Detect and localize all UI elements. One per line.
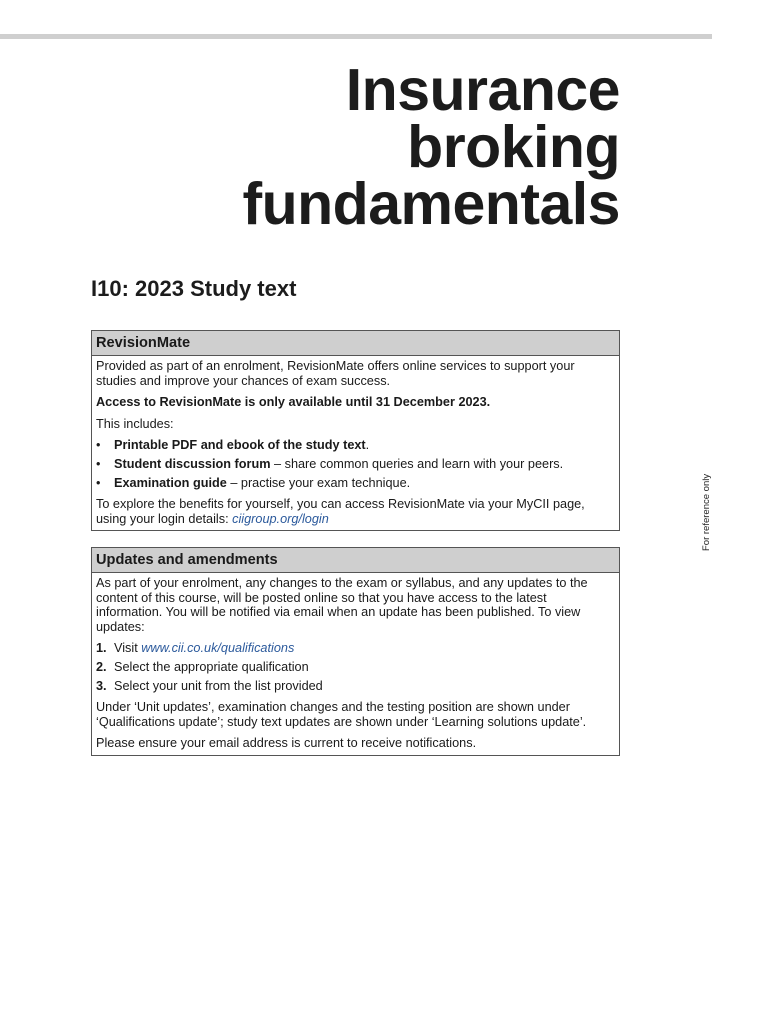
list-item bbox=[96, 457, 615, 472]
revisionmate-intro: Provided as part of an enrolment, RevisionMate offers online services to support your studies and improve your chances of exam success. bbox=[96, 359, 575, 388]
revisionmate-heading: RevisionMate bbox=[92, 331, 619, 356]
revisionmate-body bbox=[92, 356, 619, 530]
document-subtitle: I10: 2023 Study text bbox=[91, 276, 297, 301]
list-item bbox=[96, 679, 615, 694]
revisionmate-explore bbox=[96, 497, 615, 526]
list-item bbox=[96, 438, 615, 453]
list-item-bold: Examination guide bbox=[114, 475, 227, 490]
updates-box bbox=[91, 547, 620, 756]
step-number: 2. bbox=[96, 659, 107, 674]
document-title bbox=[242, 57, 620, 237]
qualifications-link[interactable]: www.cii.co.uk/qualifications bbox=[141, 641, 295, 656]
list-item bbox=[96, 641, 615, 656]
updates-closing: Please ensure your email address is current to receive notifications. bbox=[96, 736, 477, 751]
revisionmate-box bbox=[91, 330, 620, 531]
updates-heading: Updates and amendments bbox=[92, 548, 619, 573]
step-text: Visit bbox=[114, 641, 142, 656]
updates-body bbox=[92, 573, 619, 755]
list-item bbox=[96, 476, 615, 491]
list-item bbox=[96, 660, 615, 675]
side-note: For reference only bbox=[701, 473, 712, 551]
updates-note: Under ‘Unit updates’, examination changes and the testing position are shown under ‘Qualifications update’; study text updates are shown under ‘Learning solutions update’. bbox=[96, 700, 587, 729]
step-text: Select the appropriate qualification bbox=[114, 659, 309, 674]
step-number: 1. bbox=[96, 641, 107, 656]
step-number: 3. bbox=[96, 678, 107, 693]
list-item-bold: Printable PDF and ebook of the study text bbox=[114, 438, 366, 453]
list-item-bold: Student discussion forum bbox=[114, 456, 271, 471]
list-item-text: . bbox=[365, 438, 370, 453]
updates-intro: As part of your enrolment, any changes to the exam or syllabus, and any updates to the content of this course, will be posted online so that you have access to the latest information. You will be notified via email when an update has been published. To view updates: bbox=[96, 576, 588, 634]
revisionmate-includes: This includes: bbox=[96, 416, 174, 431]
revisionmate-access: Access to RevisionMate is only available until 31 December 2023. bbox=[96, 395, 491, 410]
title-line: fundamentals bbox=[242, 171, 620, 237]
revisionmate-list bbox=[96, 438, 615, 490]
updates-steps bbox=[96, 641, 615, 693]
login-link[interactable]: ciigroup.org/login bbox=[232, 511, 329, 526]
top-divider bbox=[0, 34, 712, 39]
title-line: broking bbox=[407, 114, 620, 180]
list-item-text: – practise your exam technique. bbox=[226, 475, 411, 490]
list-item-text: – share common queries and learn with your peers. bbox=[270, 456, 564, 471]
title-line: Insurance bbox=[345, 57, 620, 123]
step-text: Select your unit from the list provided bbox=[114, 678, 323, 693]
explore-text: To explore the benefits for yourself, you can access RevisionMate via your MyCII page, using your login details: bbox=[96, 497, 585, 526]
